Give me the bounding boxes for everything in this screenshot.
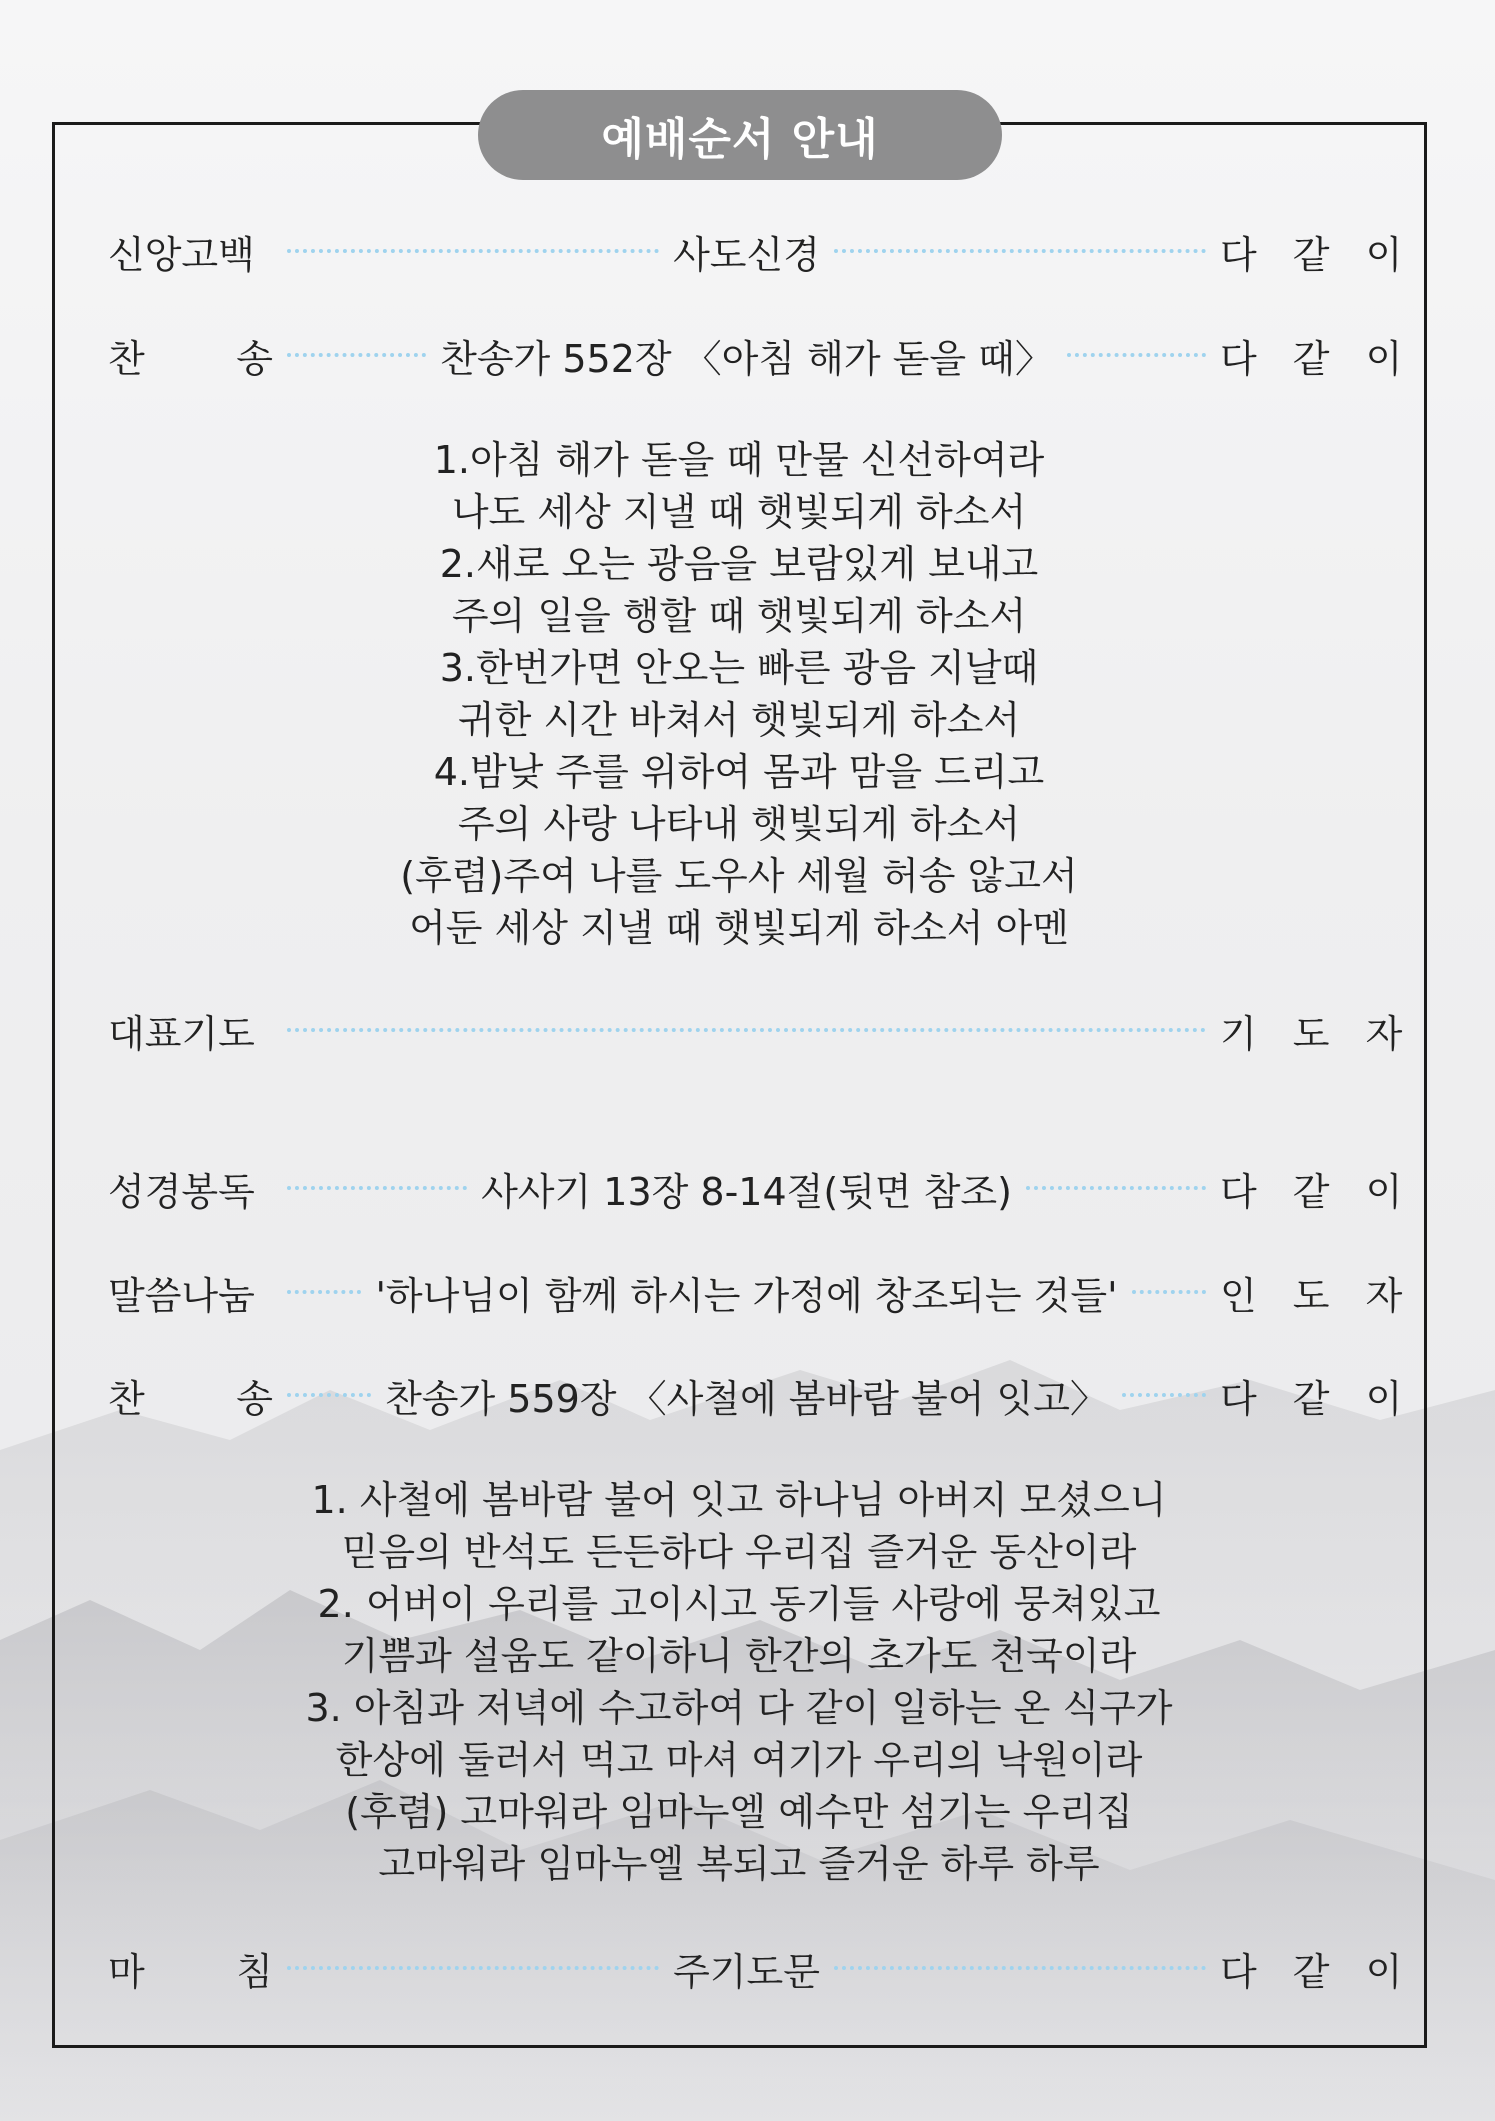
dotted-leader	[1132, 1290, 1206, 1294]
lyric-line: 기쁨과 설움도 같이하니 한간의 초가도 천국이라	[341, 1634, 1137, 1678]
lyric-line: 1.아침 해가 돋을 때 만물 신선하여라	[433, 438, 1045, 482]
lyric-line: 고마워라 임마누엘 복되고 즐거운 하루 하루	[378, 1842, 1100, 1886]
order-content: 사도신경	[673, 232, 820, 277]
order-label: 신앙고백	[108, 232, 255, 277]
lyric-line: 나도 세상 지낼 때 햇빛되게 하소서	[451, 490, 1027, 534]
order-row-hymn-1	[108, 320, 1415, 390]
dotted-leader	[287, 1290, 361, 1294]
lyric-line: 어둔 세상 지낼 때 햇빛되게 하소서 아멘	[409, 906, 1069, 950]
lyric-line: 귀한 시간 바쳐서 햇빛되게 하소서	[457, 698, 1021, 742]
order-row-hymn-2	[108, 1360, 1415, 1430]
dotted-leader	[287, 1393, 371, 1397]
dotted-leader	[1067, 353, 1206, 357]
hymn-552-lyrics	[108, 434, 1370, 954]
dotted-leader	[834, 249, 1206, 253]
lyric-line: 3.한번가면 안오는 빠른 광음 지날때	[439, 646, 1039, 690]
lyric-line: 1. 사철에 봄바람 불어 잇고 하나님 아버지 모셨으니	[311, 1478, 1167, 1522]
order-label: 대표기도	[108, 1011, 255, 1056]
order-content: '하나님이 함께 하시는 가정에 창조되는 것들'	[375, 1273, 1118, 1318]
lyric-line: (후렴)주여 나를 도우사 세월 허송 않고서	[400, 854, 1078, 898]
lyric-line: 2. 어버이 우리를 고이시고 동기들 사랑에 뭉쳐있고	[317, 1582, 1161, 1626]
order-row-scripture	[108, 1153, 1415, 1223]
dotted-leader	[287, 1028, 1206, 1032]
order-content: 주기도문	[673, 1949, 820, 1994]
lyric-line: 2.새로 오는 광음을 보람있게 보내고	[439, 542, 1039, 586]
order-row-sermon	[108, 1257, 1415, 1327]
order-content: 찬송가 552장 〈아침 해가 돋을 때〉	[440, 336, 1053, 381]
lyric-line: 3. 아침과 저녁에 수고하여 다 같이 일하는 온 식구가	[305, 1686, 1173, 1730]
dotted-leader	[287, 249, 659, 253]
dotted-leader	[1122, 1393, 1206, 1397]
order-label: 찬 송	[108, 1376, 273, 1421]
lyric-line: (후렴) 고마워라 임마누엘 예수만 섬기는 우리집	[345, 1790, 1133, 1834]
order-label: 성경봉독	[108, 1169, 255, 1214]
lyric-line: 믿음의 반석도 든든하다 우리집 즐거운 동산이라	[341, 1530, 1137, 1574]
order-role: 다 같 이	[1220, 336, 1415, 381]
dotted-leader	[287, 353, 426, 357]
order-content: 사사기 13장 8-14절(뒷면 참조)	[481, 1169, 1012, 1214]
dotted-leader	[287, 1186, 467, 1190]
lyric-line: 4.밤낮 주를 위하여 몸과 맘을 드리고	[433, 750, 1045, 794]
dotted-leader	[1026, 1186, 1206, 1190]
order-label: 찬 송	[108, 336, 273, 381]
dotted-leader	[834, 1966, 1206, 1970]
hymn-559-lyrics	[108, 1474, 1370, 1890]
order-role: 다 같 이	[1220, 1376, 1415, 1421]
order-row-closing	[108, 1933, 1415, 2003]
order-content: 찬송가 559장 〈사철에 봄바람 불어 잇고〉	[385, 1376, 1108, 1421]
lyric-line: 한상에 둘러서 먹고 마셔 여기가 우리의 낙원이라	[335, 1738, 1143, 1782]
lyric-line: 주의 사랑 나타내 햇빛되게 하소서	[457, 802, 1021, 846]
order-role: 다 같 이	[1220, 1169, 1415, 1214]
order-label: 마 침	[108, 1949, 273, 1994]
order-label: 말씀나눔	[108, 1273, 255, 1318]
order-row-prayer	[108, 995, 1415, 1065]
order-role: 다 같 이	[1220, 232, 1415, 277]
order-role: 다 같 이	[1220, 1949, 1415, 1994]
page-title: 예배순서 안내	[478, 90, 1002, 180]
order-role: 인 도 자	[1220, 1273, 1415, 1318]
order-role: 기 도 자	[1220, 1011, 1415, 1056]
dotted-leader	[287, 1966, 659, 1970]
lyric-line: 주의 일을 행할 때 햇빛되게 하소서	[451, 594, 1027, 638]
order-row-creed	[108, 216, 1415, 286]
